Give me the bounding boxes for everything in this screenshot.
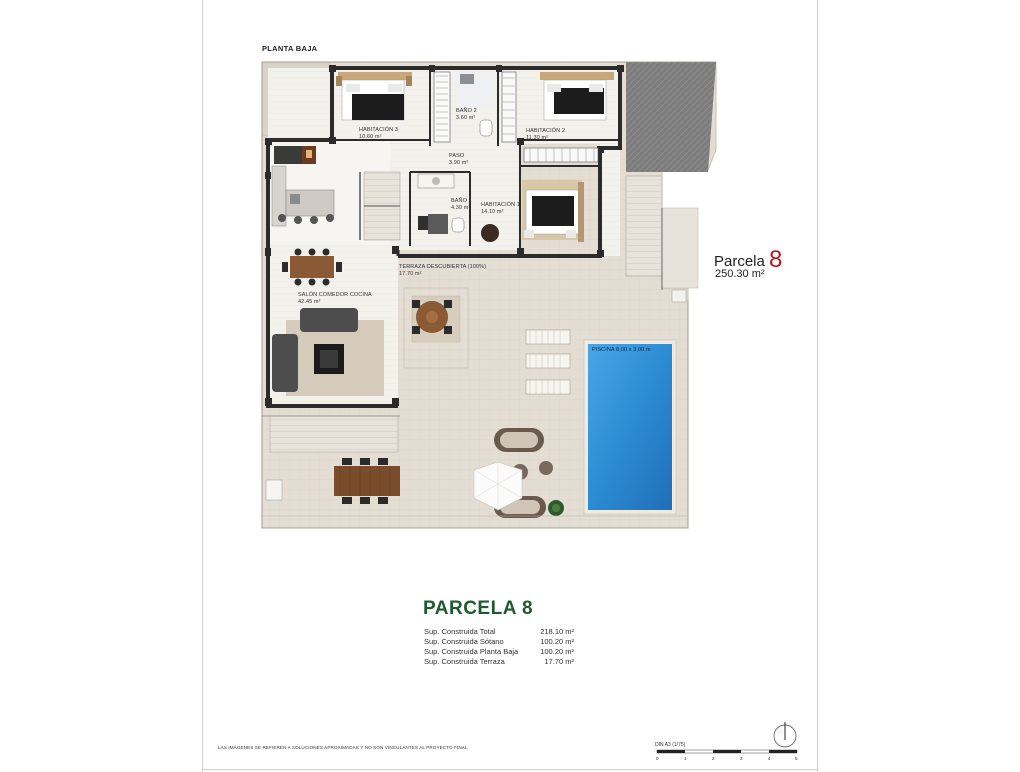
scale-tick-label: 2 — [712, 756, 715, 761]
disclaimer: LAS IMÁGENES SE REFIEREN A SOLUCIONES APROXIMADAS Y NO SON VINCULANTES AL PROYECTO FINAL — [218, 745, 468, 750]
scale-bar — [657, 750, 797, 753]
summary-row-label: Sup. Construida Planta Baja — [424, 647, 519, 656]
label-salon: SALÓN COMEDOR COCINA 42.45 m² — [298, 292, 372, 305]
bed-habitacion-3 — [336, 72, 412, 120]
scale-tick-label: 1 — [684, 756, 687, 761]
summary-row-value: 100.20 m² — [540, 637, 574, 646]
plan-title: PLANTA BAJA — [262, 44, 318, 53]
summary-row-value: 17.70 m² — [544, 657, 574, 666]
label-bano-1: BAÑO 1 4.30 m² — [451, 198, 472, 211]
label-habitacion-2: HABITACIÓN 2 11.30 m² — [526, 128, 565, 141]
summary-title: PARCELA 8 — [423, 598, 534, 619]
label-terraza: TERRAZA DESCUBIERTA (100%) 17.70 m² — [399, 264, 487, 277]
scale-tick-label: 4 — [768, 756, 771, 761]
side-stairs — [626, 176, 662, 276]
parcela-number: 8 — [769, 246, 783, 273]
label-habitacion-3: HABITACIÓN 3 10.60 m² — [359, 127, 398, 140]
scale-tick-label: 3 — [740, 756, 743, 761]
summary-row-value: 100.20 m² — [540, 647, 574, 656]
scale-title: DIN A3 (1/75) — [655, 742, 686, 748]
bed-habitacion-2 — [540, 72, 614, 120]
label-bano-2: BAÑO 2 3.60 m² — [456, 108, 477, 121]
scale-tick-label: 0 — [656, 756, 659, 761]
parcela-word: Parcela — [714, 253, 765, 270]
living-room — [272, 308, 384, 396]
summary-row-label: Sup. Construida Terraza — [424, 657, 505, 666]
label-habitacion-1: HABITACIÓN 1 14.10 m² — [481, 202, 520, 215]
summary-row-label: Sup. Construida Total — [424, 627, 496, 636]
summary-row-value: 218.10 m² — [540, 627, 574, 636]
north-arrow — [774, 722, 796, 747]
scale-tick-label: 5 — [795, 756, 798, 761]
label-paso: PASO 3.90 m² — [449, 153, 469, 166]
summary-row-label: Sup. Construida Sótano — [424, 637, 504, 646]
neighbour-roof — [626, 62, 716, 172]
parcela-area: 250.30 m² — [715, 268, 765, 280]
bed-habitacion-1 — [522, 180, 584, 242]
swimming-pool — [588, 344, 672, 510]
label-piscina: PISCINA 8,00 x 3,00 m — [592, 347, 651, 353]
